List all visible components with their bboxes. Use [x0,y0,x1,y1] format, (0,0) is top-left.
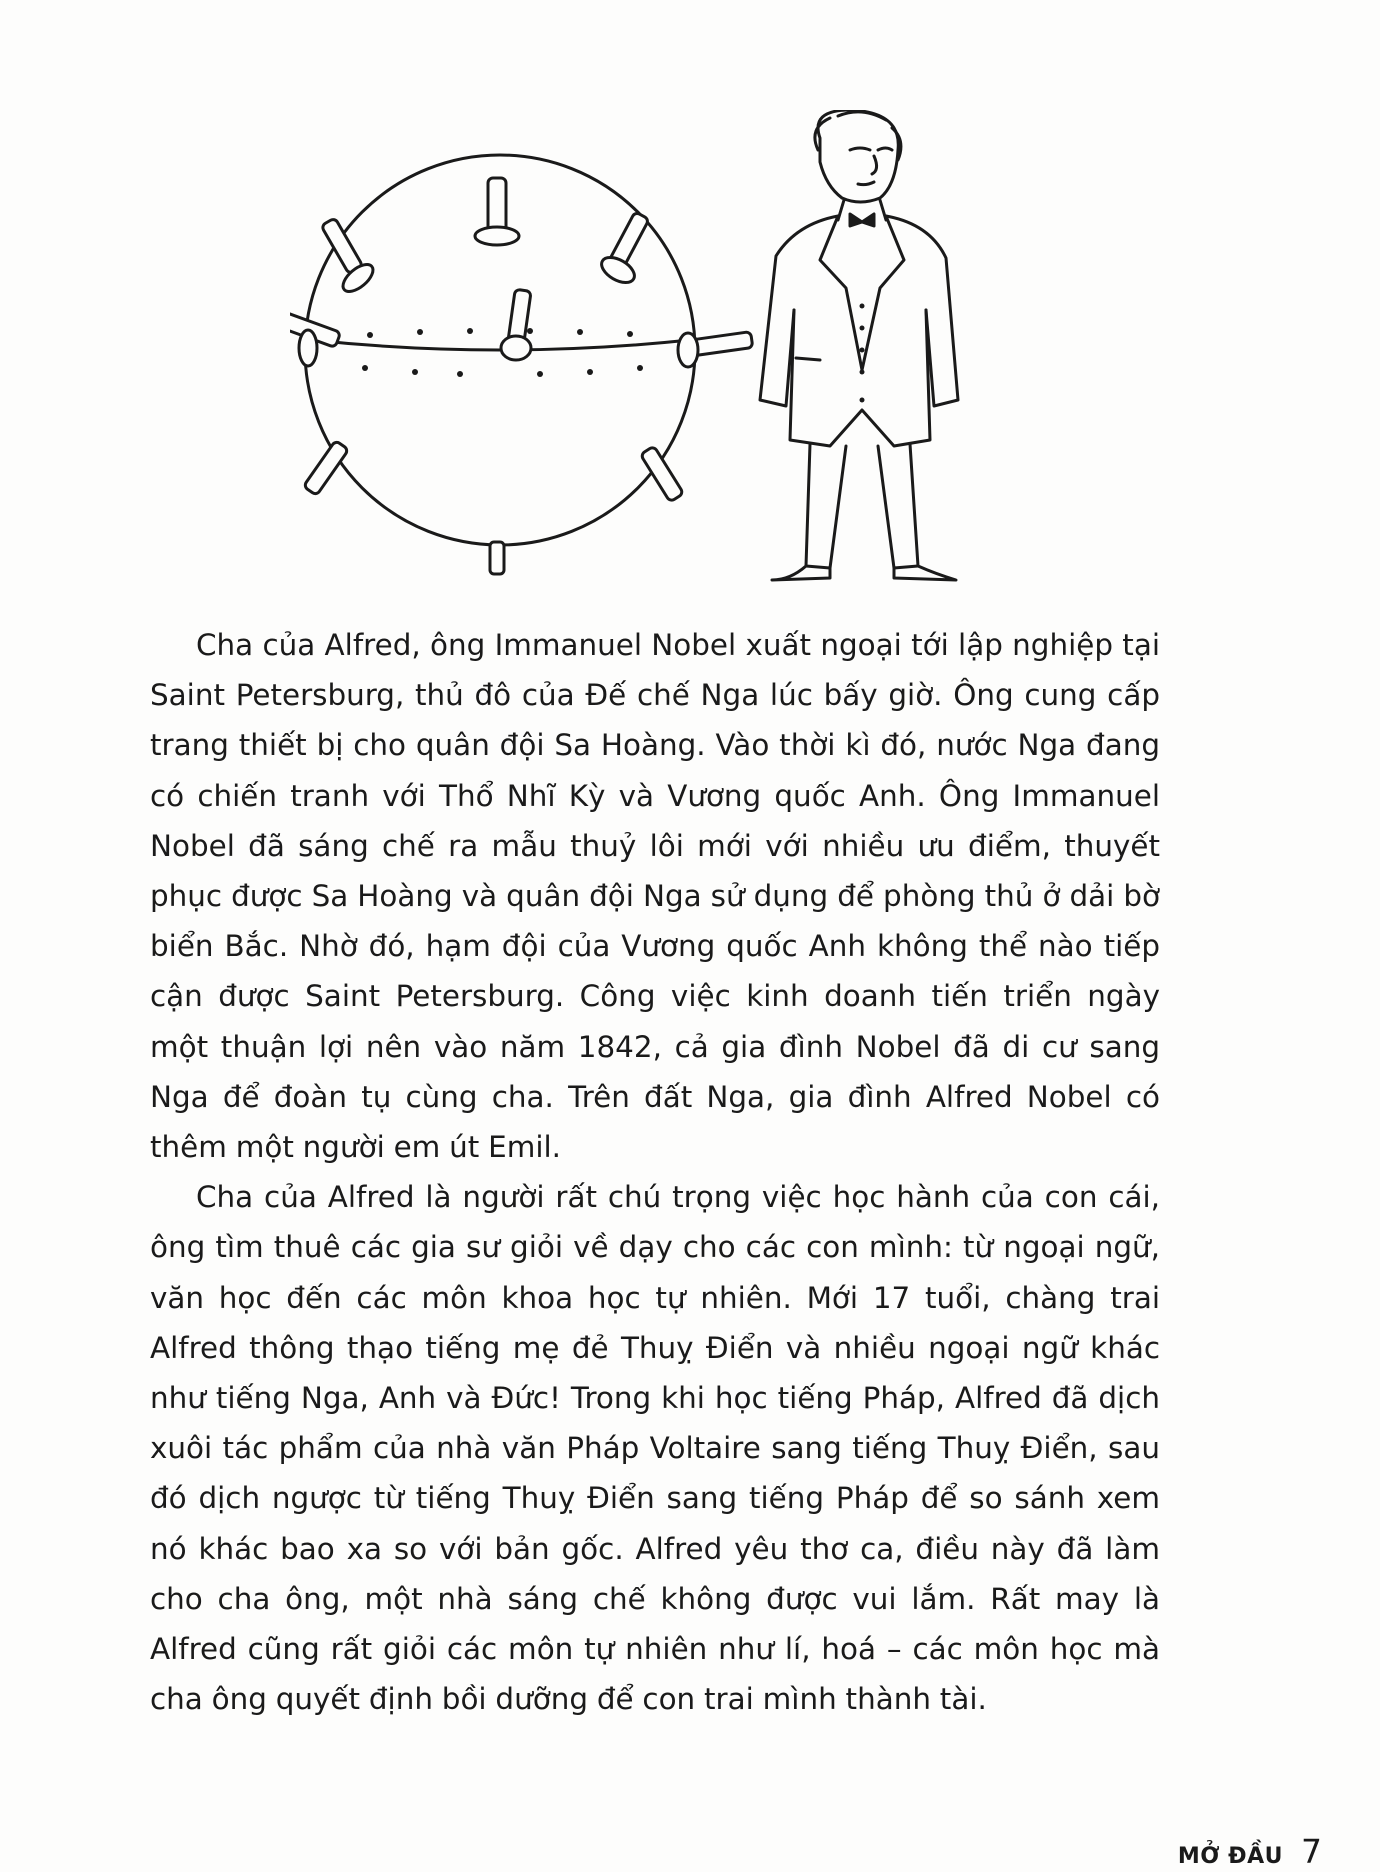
paragraph-1: Cha của Alfred, ông Immanuel Nobel xuất ngoại tới lập nghiệp tại Saint Petersburg, thủ đô của Đế chế Nga lúc bấy giờ. Ông cung cấp trang thiết bị cho quân đội Sa Hoàng. Vào thời kì đó, nước Nga đang có chiến tranh với Thổ Nhĩ Kỳ và Vương quốc Anh. Ông Immanuel Nobel đã sáng chế ra mẫu thuỷ lôi mới với nhiều ưu điểm, thuyết phục được Sa Hoàng và quân đội Nga sử dụng để phòng thủ ở dải bờ biển Bắc. Nhờ đó, hạm đội của Vương quốc Anh không thể nào tiếp cận được Saint Petersburg. Công việc kinh doanh tiến triển ngày một thuận lợi nên vào năm 1842, cả gia đình Nobel đã di cư sang Nga để đoàn tụ cùng cha. Trên đất Nga, gia đình Alfred Nobel có thêm một người em út Emil. [150,628,1160,1165]
paragraph-2: Cha của Alfred là người rất chú trọng việc học hành của con cái, ông tìm thuê các gia sư giỏi về dạy cho các con mình: từ ngoại ngữ, văn học đến các môn khoa học tự nhiên. Mới 17 tuổi, chàng trai Alfred thông thạo tiếng mẹ đẻ Thuỵ Điển và nhiều ngoại ngữ khác như tiếng Nga, Anh và Đức! Trong khi học tiếng Pháp, Alfred đã dịch xuôi tác phẩm của nhà văn Pháp Voltaire sang tiếng Thuỵ Điển, sau đó dịch ngược từ tiếng Thuỵ Điển sang tiếng Pháp để so sánh xem nó khác bao xa so với bản gốc. Alfred yêu thơ ca, điều này đã làm cho cha ông, một nhà sáng chế không được vui lắm. Rất may là Alfred cũng rất giỏi các môn tự nhiên như lí, hoá – các môn học mà cha ông quyết định bồi dưỡng để con trai mình thành tài. [150,1180,1160,1717]
naval-mine-icon [290,155,753,574]
standing-man-icon [760,110,958,580]
naval-mine-and-man-drawing-icon [290,110,1130,600]
page-number: 7 [1301,1832,1322,1871]
illustration [290,110,1130,600]
page-footer [1178,1832,1322,1872]
section-label: MỞ ĐẦU [1177,1844,1283,1869]
body-text [150,620,1160,1724]
